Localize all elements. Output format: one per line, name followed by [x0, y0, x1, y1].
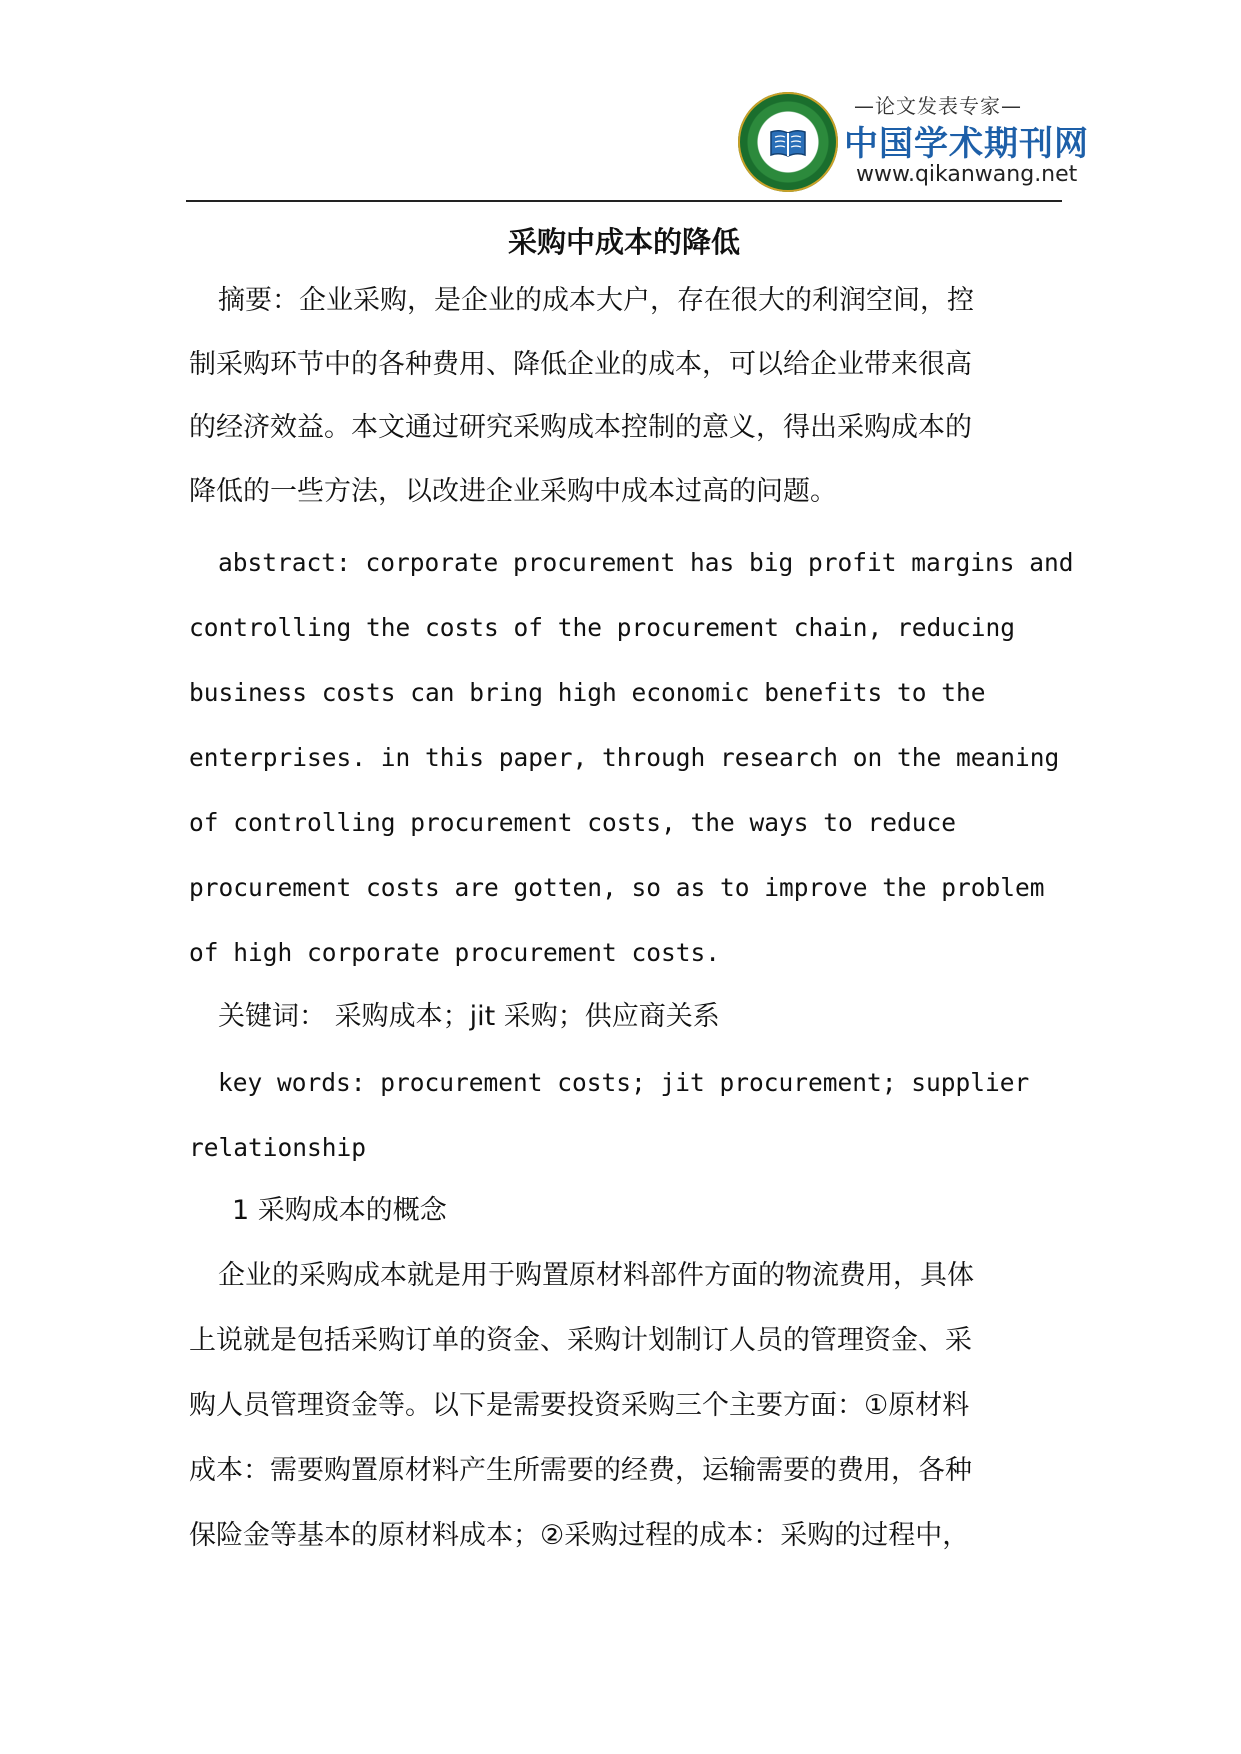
logo-url: www.qikanwang.net: [856, 162, 1078, 187]
abstract-en-line: of high corporate procurement costs.: [189, 938, 721, 967]
keywords-en-line: key words: procurement costs; jit procurement; supplier: [218, 1068, 1030, 1097]
abstract-en-line: procurement costs are gotten, so as to improve the problem: [189, 873, 1045, 902]
abstract-cn-line: 的经济效益。本文通过研究采购成本控制的意义，得出采购成本的: [189, 412, 972, 443]
section-body-line: 企业的采购成本就是用于购置原材料部件方面的物流费用，具体: [218, 1260, 974, 1291]
logo-name: 中国学术期刊网: [844, 124, 1089, 164]
section-body-line: 成本：需要购置原材料产生所需要的经费，运输需要的费用，各种: [189, 1455, 972, 1486]
abstract-cn-line: 降低的一些方法，以改进企业采购中成本过高的问题。: [189, 476, 837, 507]
abstract-cn-line: 摘要：企业采购，是企业的成本大户，存在很大的利润空间，控: [218, 285, 974, 316]
abstract-en-line: controlling the costs of the procurement chain, reducing: [189, 613, 1016, 642]
logo-tagline: —论文发表专家—: [854, 94, 1022, 118]
document-title: 采购中成本的降低: [507, 225, 740, 259]
section-body-line: 购人员管理资金等。以下是需要投资采购三个主要方面：①原材料: [189, 1390, 970, 1421]
abstract-en-line: of controlling procurement costs, the ways to reduce: [189, 808, 957, 837]
section-heading: 1 采购成本的概念: [232, 1195, 447, 1226]
keywords-cn: 关键词： 采购成本；jit 采购；供应商关系: [218, 1001, 720, 1032]
abstract-en-line: abstract: corporate procurement has big profit margins and: [218, 548, 1074, 577]
publisher-logo: [738, 86, 1089, 196]
keywords-en-line: relationship: [189, 1133, 367, 1162]
section-body-line: 保险金等基本的原材料成本；②采购过程的成本：采购的过程中，: [189, 1520, 970, 1551]
header-divider: [186, 200, 1062, 202]
seal-emblem: [738, 92, 838, 192]
book-icon: [769, 128, 807, 158]
abstract-cn-line: 制采购环节中的各种费用、降低企业的成本，可以给企业带来很高: [189, 349, 972, 380]
abstract-en-line: enterprises. in this paper, through research on the meaning: [189, 743, 1060, 772]
section-body-line: 上说就是包括采购订单的资金、采购计划制订人员的管理资金、采: [189, 1325, 972, 1356]
abstract-en-line: business costs can bring high economic benefits to the: [189, 678, 986, 707]
